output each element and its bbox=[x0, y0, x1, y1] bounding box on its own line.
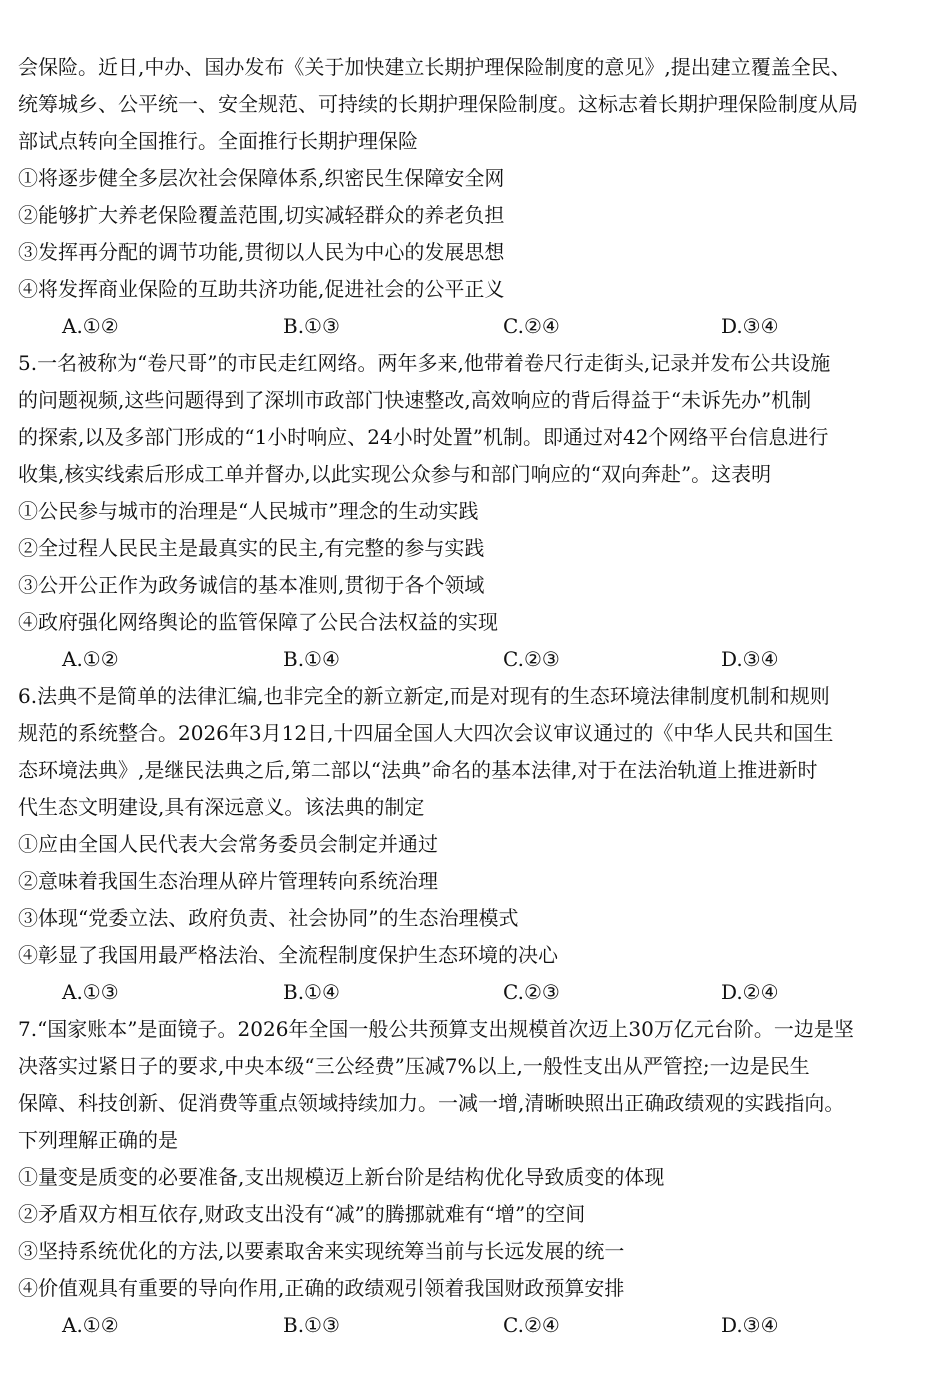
option-c[interactable]: C.②③ bbox=[503, 647, 560, 671]
stem-line: 6.法典不是简单的法律汇编,也非完全的新立新定,而是对现有的生态环境法律制度机制和规则 bbox=[18, 684, 830, 708]
statement-item: ①应由全国人民代表大会常务委员会制定并通过 bbox=[18, 832, 438, 856]
option-d[interactable]: D.③④ bbox=[721, 314, 779, 338]
statement-item: ④将发挥商业保险的互助共济功能,促进社会的公平正义 bbox=[18, 277, 505, 301]
statement-item: ①公民参与城市的治理是“人民城市”理念的生动实践 bbox=[18, 499, 479, 523]
stem-line: 收集,核实线索后形成工单并督办,以此实现公众参与和部门响应的“双向奔赴”。这表明 bbox=[18, 462, 772, 486]
stem-line: 会保险。近日,中办、国办发布《关于加快建立长期护理保险制度的意见》,提出建立覆盖全民、 bbox=[18, 55, 851, 79]
stem-line: 下列理解正确的是 bbox=[18, 1128, 178, 1152]
statement-item: ④彰显了我国用最严格法治、全流程制度保护生态环境的决心 bbox=[18, 943, 558, 967]
option-c[interactable]: C.②③ bbox=[503, 980, 560, 1004]
option-a[interactable]: A.①③ bbox=[62, 980, 119, 1004]
statement-item: ③体现“党委立法、政府负责、社会协同”的生态治理模式 bbox=[18, 906, 519, 930]
statement-item: ①量变是质变的必要准备,支出规模迈上新台阶是结构优化导致质变的体现 bbox=[18, 1165, 665, 1189]
stem-line: 决落实过紧日子的要求,中央本级“三公经费”压减7%以上,一般性支出从严管控;一边是民生 bbox=[18, 1054, 810, 1078]
option-b[interactable]: B.①④ bbox=[283, 647, 340, 671]
option-d[interactable]: D.③④ bbox=[721, 647, 779, 671]
answer-options bbox=[0, 646, 950, 672]
option-b[interactable]: B.①③ bbox=[283, 1313, 340, 1337]
statement-item: ④政府强化网络舆论的监管保障了公民合法权益的实现 bbox=[18, 610, 498, 634]
option-a[interactable]: A.①② bbox=[62, 314, 119, 338]
option-a[interactable]: A.①② bbox=[62, 1313, 119, 1337]
stem-line: 的探索,以及多部门形成的“1小时响应、24小时处置”机制。即通过对42个网络平台信息进行 bbox=[18, 425, 829, 449]
option-d[interactable]: D.③④ bbox=[721, 1313, 779, 1337]
answer-options bbox=[0, 979, 950, 1005]
statement-item: ①将逐步健全多层次社会保障体系,织密民生保障安全网 bbox=[18, 166, 505, 190]
answer-options bbox=[0, 1312, 950, 1338]
option-c[interactable]: C.②④ bbox=[503, 314, 560, 338]
stem-line: 部试点转向全国推行。全面推行长期护理保险 bbox=[18, 129, 418, 153]
stem-line: 5.一名被称为“卷尺哥”的市民走红网络。两年多来,他带着卷尺行走街头,记录并发布公共设施 bbox=[18, 351, 831, 375]
statement-item: ③公开公正作为政务诚信的基本准则,贯彻于各个领域 bbox=[18, 573, 485, 597]
option-b[interactable]: B.①③ bbox=[283, 314, 340, 338]
stem-line: 保障、科技创新、促消费等重点领域持续加力。一减一增,清晰映照出正确政绩观的实践指向。 bbox=[18, 1091, 845, 1115]
option-b[interactable]: B.①④ bbox=[283, 980, 340, 1004]
option-d[interactable]: D.②④ bbox=[721, 980, 779, 1004]
stem-line: 7.“国家账本”是面镜子。2026年全国一般公共预算支出规模首次迈上30万亿元台阶。一边是坚 bbox=[18, 1017, 854, 1041]
option-c[interactable]: C.②④ bbox=[503, 1313, 560, 1337]
stem-line: 统筹城乡、公平统一、安全规范、可持续的长期护理保险制度。这标志着长期护理保险制度从局 bbox=[18, 92, 858, 116]
answer-options bbox=[0, 313, 950, 339]
statement-item: ②能够扩大养老保险覆盖范围,切实减轻群众的养老负担 bbox=[18, 203, 505, 227]
option-a[interactable]: A.①② bbox=[62, 647, 119, 671]
stem-line: 的问题视频,这些问题得到了深圳市政部门快速整改,高效响应的背后得益于“未诉先办”机制 bbox=[18, 388, 812, 412]
statement-item: ③坚持系统优化的方法,以要素取舍来实现统筹当前与长远发展的统一 bbox=[18, 1239, 625, 1263]
statement-item: ②全过程人民民主是最真实的民主,有完整的参与实践 bbox=[18, 536, 485, 560]
statement-item: ④价值观具有重要的导向作用,正确的政绩观引领着我国财政预算安排 bbox=[18, 1276, 625, 1300]
stem-line: 代生态文明建设,具有深远意义。该法典的制定 bbox=[18, 795, 425, 819]
stem-line: 态环境法典》,是继民法典之后,第二部以“法典”命名的基本法律,对于在法治轨道上推进新时 bbox=[18, 758, 818, 782]
statement-item: ②意味着我国生态治理从碎片管理转向系统治理 bbox=[18, 869, 438, 893]
statement-item: ②矛盾双方相互依存,财政支出没有“减”的腾挪就难有“增”的空间 bbox=[18, 1202, 586, 1226]
statement-item: ③发挥再分配的调节功能,贯彻以人民为中心的发展思想 bbox=[18, 240, 505, 264]
stem-line: 规范的系统整合。2026年3月12日,十四届全国人大四次会议审议通过的《中华人民共和国生 bbox=[18, 721, 834, 745]
